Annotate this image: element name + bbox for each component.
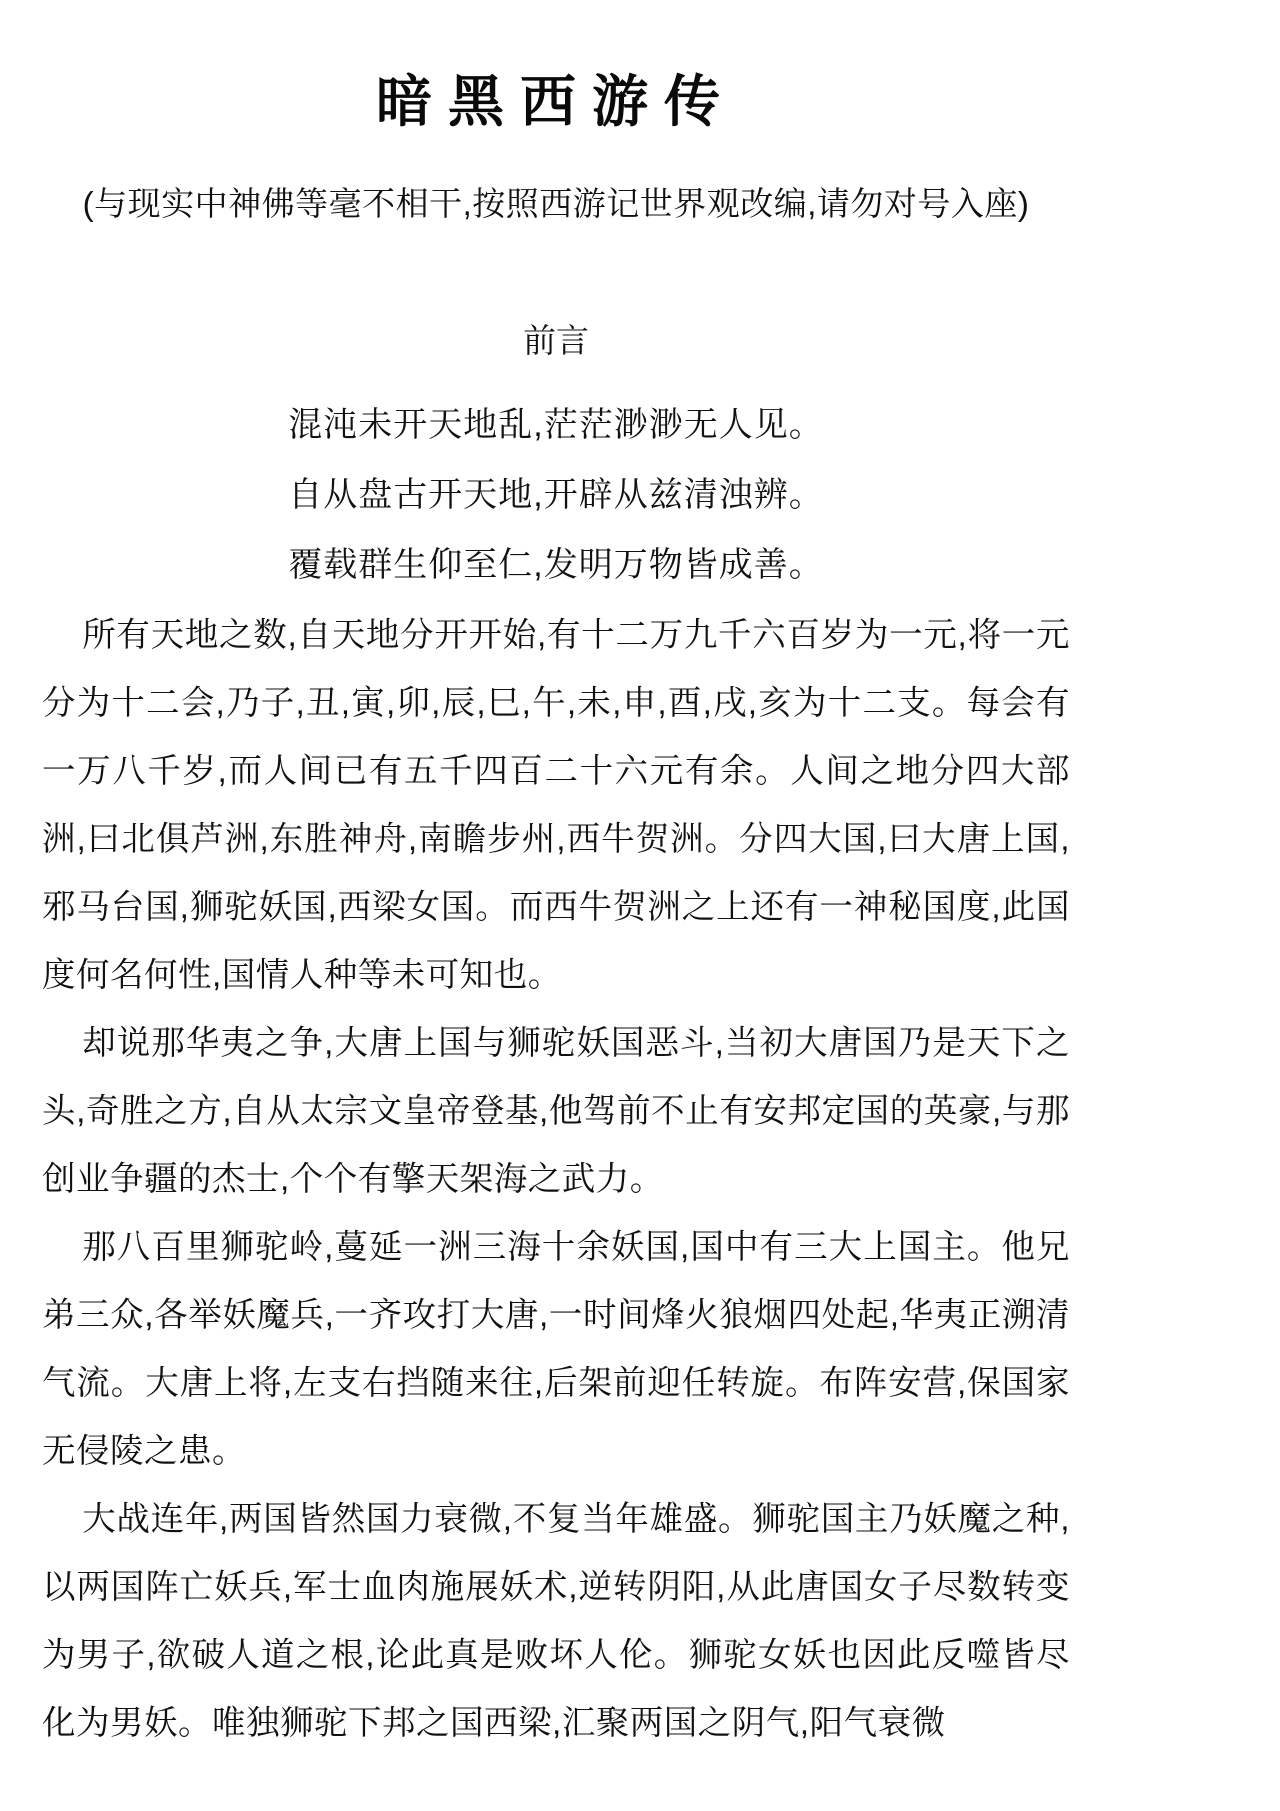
body-paragraph-2: 却说那华夷之争,大唐上国与狮驼妖国恶斗,当初大唐国乃是天下之头,奇胜之方,自从太宗文皇帝登基,他驾前不止有安邦定国的英豪,与那创业争疆的杰士,个个有擎天架海之武力。 <box>42 1024 1070 1198</box>
disclaimer-text: (与现实中神佛等毫不相干,按照西游记世界观改编,请勿对号入座) <box>82 184 1030 222</box>
preface-verses <box>42 390 1070 600</box>
body-paragraph-4: 大战连年,两国皆然国力衰微,不复当年雄盛。狮驼国主乃妖魔之种,以两国阵亡妖兵,军士血肉施展妖术,逆转阴阳,从此唐国女子尽数转变为男子,欲破人道之根,论此真是败坏人伦。狮驼女妖也因此反噬皆尽化为男妖。唯独狮驼下邦之国西梁,汇聚两国之阴气,阳气衰微 <box>42 1500 1070 1742</box>
page-title: 暗黑西游传 <box>376 72 736 134</box>
preface-heading: 前言 <box>523 322 589 360</box>
body-paragraph-1: 所有天地之数,自天地分开开始,有十二万九千六百岁为一元,将一元分为十二会,乃子,丑,寅,卯,辰,巳,午,未,申,酉,戌,亥为十二支。每会有一万八千岁,而人间已有五千四百二十六元有余。人间之地分四大部洲,曰北俱芦洲,东胜神舟,南瞻步州,西牛贺洲。分四大国,曰大唐上国,邪马台国,狮驼妖国,西梁女国。而西牛贺洲之上还有一神秘国度,此国度何名何性,国情人种等未可知也。 <box>42 616 1070 994</box>
body-text <box>42 602 1070 1758</box>
verse-line-2: 自从盘古开天地,开辟从兹清浊辨。 <box>288 475 824 514</box>
verse-line-3: 覆载群生仰至仁,发明万物皆成善。 <box>288 545 824 584</box>
verse-line-1: 混沌未开天地乱,茫茫渺渺无人见。 <box>288 405 824 444</box>
body-paragraph-3: 那八百里狮驼岭,蔓延一洲三海十余妖国,国中有三大上国主。他兄弟三众,各举妖魔兵,一齐攻打大唐,一时间烽火狼烟四处起,华夷正溯清气流。大唐上将,左支右挡随来往,后架前迎任转旋。布阵安营,保国家无侵陵之患。 <box>42 1228 1070 1470</box>
